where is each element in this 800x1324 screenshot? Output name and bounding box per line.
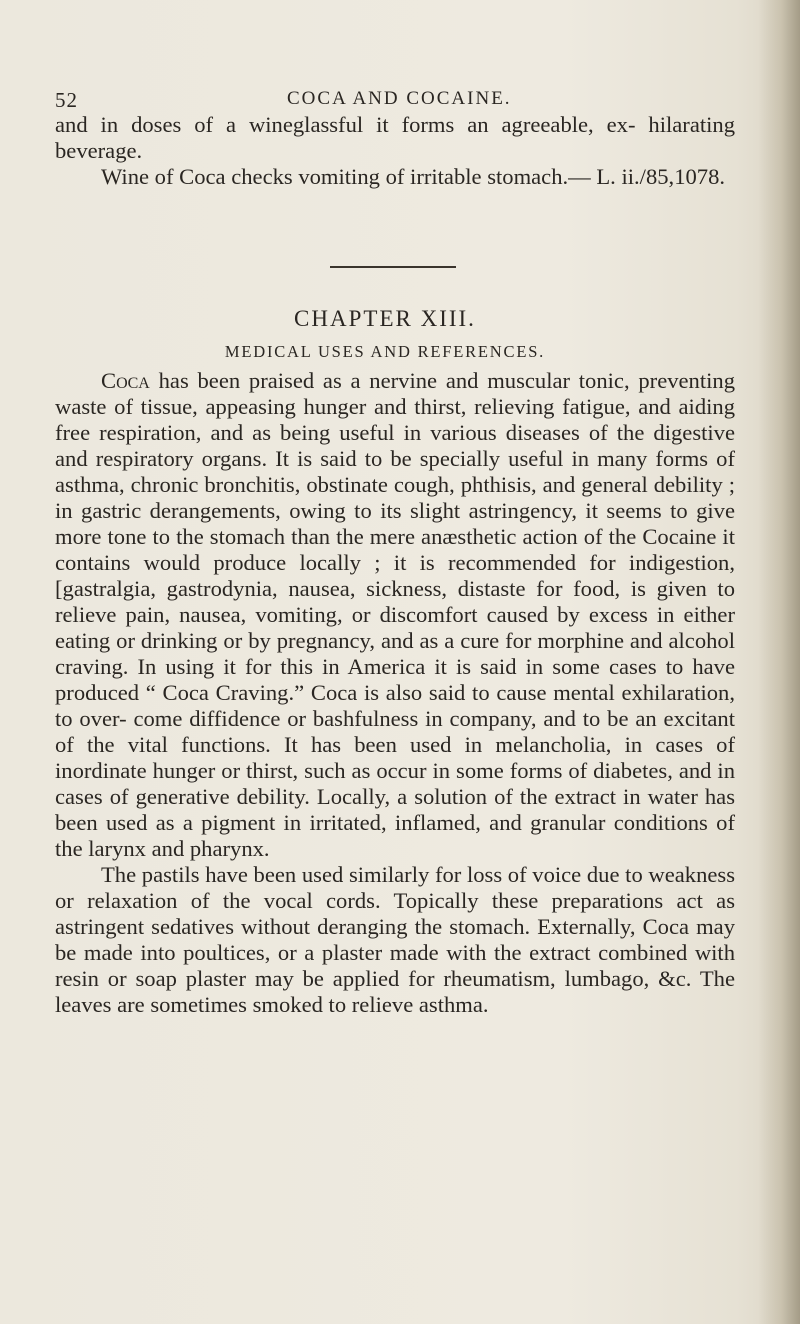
running-title: COCA AND COCAINE.: [287, 88, 512, 109]
lead-word: Coca: [101, 368, 150, 393]
continued-paragraph: and in doses of a wineglassful it forms an agreeable, ex- hilarating beverage.: [55, 112, 735, 163]
chapter-subtitle: MEDICAL USES AND REFERENCES.: [224, 342, 546, 361]
continued-text: [55, 112, 735, 190]
body-paragraph-1-text: has been praised as a nervine and muscular tonic, preventing waste of tissue, appeasing hunger and thirst, relieving fatigue, and aiding free respiration, and as being useful in various diseases of the digestive and respiratory organs. It is said to be specially useful in many forms of asthma, chronic bronchitis, obstinate cough, phthisis, and general debility ; in gastric derangements, owing to its slight astringency, it seems to give more tone to the stomach than the mere anæsthetic action of the Cocaine it contains would produce locally ; it is recommended for indigestion,[gastralgia, gastrodynia, nausea, sickness, distaste for food, is given to relieve pain, nausea, vomiting, or discomfort caused by excess in either eating or drinking or by pregnancy, and as a cure for morphine and alcohol craving. In using it for this in America it is said in some cases to have produced “ Coca Craving.” Coca is also said to cause mental exhilaration, to over- come diffidence or bashfulness in company, and to be an excitant of the vital functions. It has been used in melancholia, in cases of inordinate hunger or thirst, such as occur in some forms of diabetes, and in cases of generative debility. Locally, a solution of the extract in water has been used as a pigment in irritated, inflamed, and granular conditions of the larynx and pharynx.: [55, 368, 735, 861]
chapter-body: [55, 368, 735, 1018]
chapter-title: CHAPTER XIII.: [294, 306, 476, 331]
page-edge-shadow: [758, 0, 800, 1324]
body-paragraph-2: The pastils have been used similarly for loss of voice due to weakness or relaxation of the vocal cords. Topically these preparations act as astringent sedatives without deranging the stomach. Externally, Coca may be made into poultices, or a plaster made with the extract combined with resin or soap plaster may be applied for rheumatism, lumbago, &c. The leaves are sometimes smoked to relieve asthma.: [55, 862, 735, 1017]
section-divider: [330, 266, 456, 268]
body-paragraph-1: [55, 368, 735, 862]
page-number: 52: [55, 88, 78, 112]
wine-of-coca-paragraph: Wine of Coca checks vomiting of irritable stomach.— L. ii./85,1078.: [101, 164, 726, 189]
